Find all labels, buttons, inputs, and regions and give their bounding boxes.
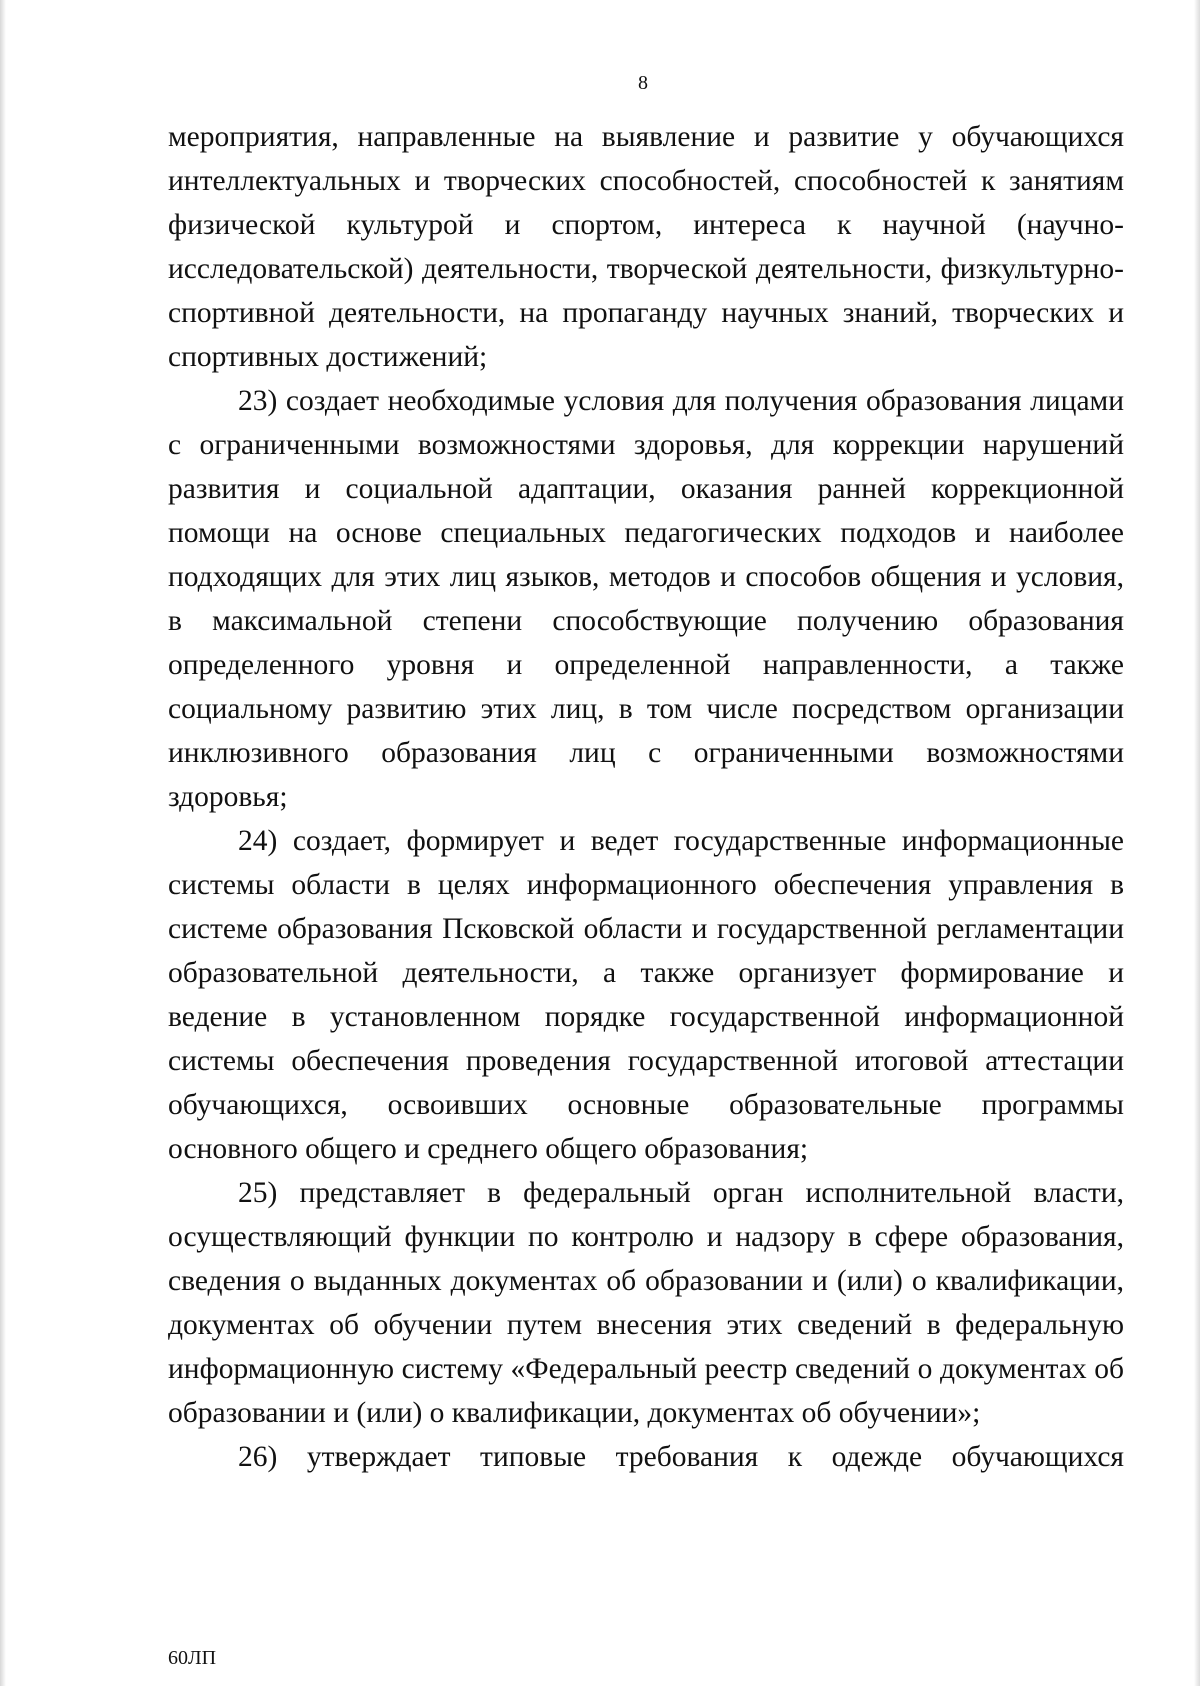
paragraph-continuation: мероприятия, направленные на выявление и развитие у обучающихся интеллектуальных и творческих способностей, способностей к занятиям физической культурой и спортом, интереса к научной (научно-исследовательской) деятельности, творческой деятельности, физкультурно-спортивной деятельности, на пропаганду научных знаний, творческих и спортивных достижений; xyxy=(168,121,1124,373)
paragraph-item-25: 25) представляет в федеральный орган исполнительной власти, осуществляющий функции по контролю и надзору в сфере образования, сведения о выданных документах об образовании и (или) о квалификации, документах об обучении путем внесения этих сведений в федеральную информационную систему «Федеральный реестр сведений о документах об образовании и (или) о квалификации, документах об обучении»; xyxy=(168,1177,1124,1429)
scan-edge-right xyxy=(1194,0,1200,1686)
paragraph-item-23: 23) создает необходимые условия для получения образования лицами с ограниченными возможностями здоровья, для коррекции нарушений развития и социальной адаптации, оказания ранней коррекционной помощи на основе специальных педагогических подходов и наиболее подходящих для этих лиц языков, методов и способов общения и условия, в максимальной степени способствующие получению образования определенного уровня и определенной направленности, а также социальному развитию этих лиц, в том числе посредством организации инклюзивного образования лиц с ограниченными возможностями здоровья; xyxy=(168,385,1124,813)
paragraph-item-24: 24) создает, формирует и ведет государственные информационные системы области в целях информационного обеспечения управления в системе образования Псковской области и государственной регламентации образовательной деятельности, а также организует формирование и ведение в установленном порядке государственной информационной системы обеспечения проведения государственной итоговой аттестации обучающихся, освоивших основные образовательные программы основного общего и среднего общего образования; xyxy=(168,825,1124,1165)
page-number: 8 xyxy=(638,72,648,94)
document-body xyxy=(168,115,1124,1479)
document-code: 60ЛП xyxy=(168,1647,217,1669)
paragraph-item-26: 26) утверждает типовые требования к одежде обучающихся xyxy=(238,1441,1124,1473)
scan-edge-left xyxy=(0,0,6,1686)
